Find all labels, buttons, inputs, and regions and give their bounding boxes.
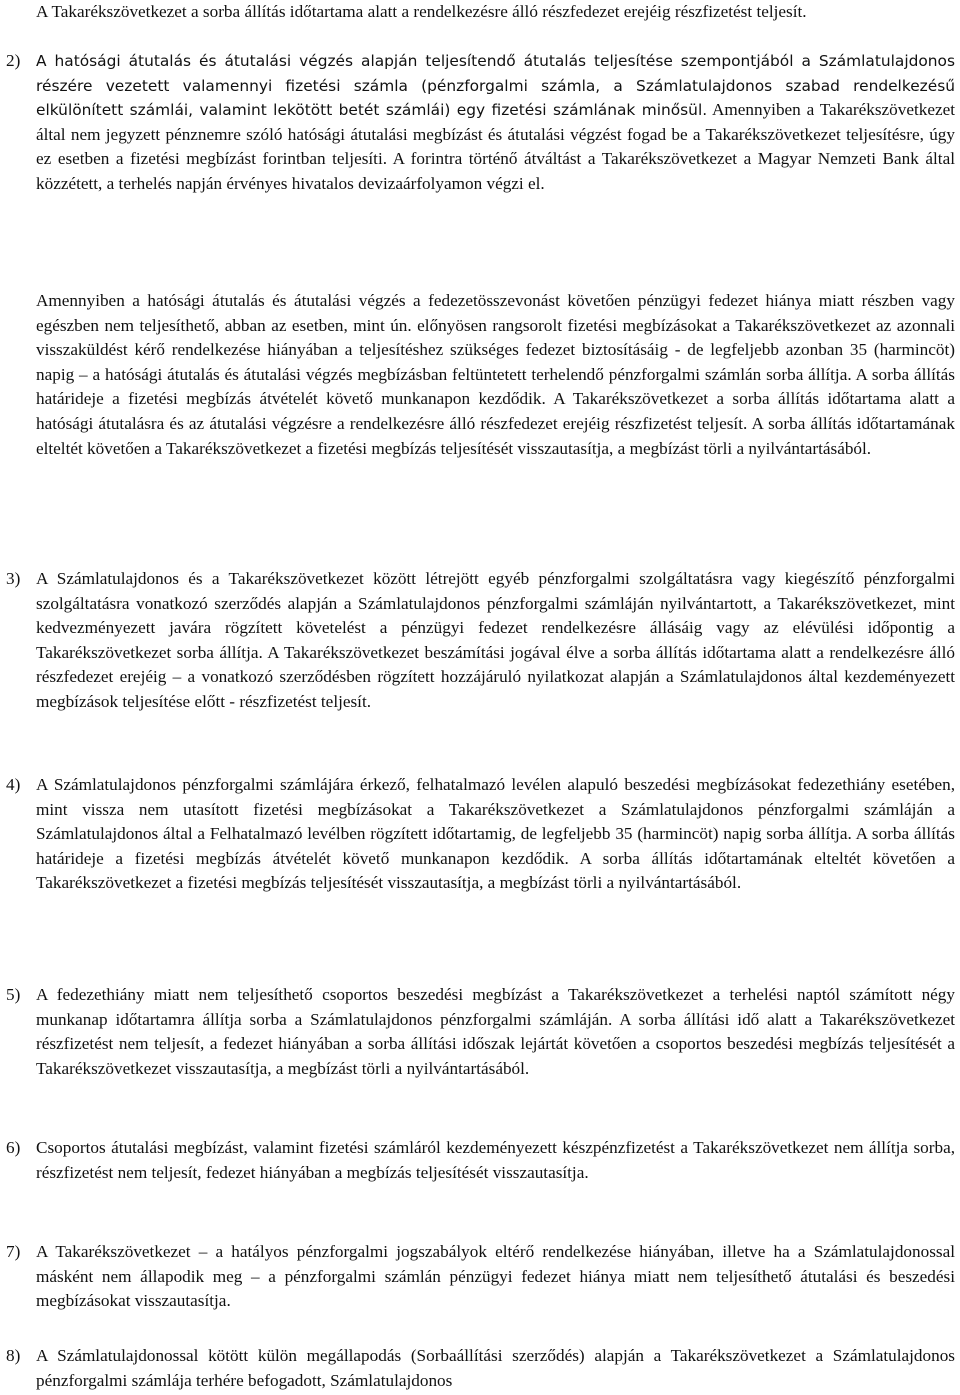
item-number: 2) — [6, 51, 21, 70]
item-text-serif: Amennyiben a Takarékszövetkezet által nem jegyzett pénznemre szóló hatósági átutalási megbízást és átutalási végzést fogad be a Takarékszövetkezet teljesítésre, úgy ez esetben a fizetési megbízást forintban teljesíti. A forintra történő átváltást a Takarékszövetkezet a Magyar Nemzeti Bank által közzétett, a terhelés napján érvényes hivatalos devizaárfolyamon végzi el. — [36, 100, 955, 193]
item-text: A Számlatulajdonos pénzforgalmi számlájára érkező, felhatalmazó levélen alapuló beszedési megbízásokat fedezethiány esetében, mint vissza nem utasított fizetési megbízásokat a Takarékszövetkezet a Számlatulajdonos pénzforgalmi számláján a Számlatulajdonos által a Felhatalmazó levélben rögzített időtartamig, de legfeljebb 35 (harmincöt) napig sorba állítja. A sorba állítás határideje a fizetési megbízás átvételét követő munkanapon kezdődik. A sorba állítás időtartamának elteltét követően a Takarékszövetkezet a fizetési megbízás teljesítését visszautasítja, a megbízást törli a nyilvántartásából. — [36, 775, 955, 893]
item-text: Csoportos átutalási megbízást, valamint fizetési számláról kezdeményezett készpénzfizetést a Takarékszövetkezet nem állítja sorba, részfizetést nem teljesít, fedezet hiányában a megbízás teljesítését visszautasítja. — [36, 1138, 955, 1182]
list-item-6 — [6, 1136, 955, 1185]
item-number: 5) — [6, 985, 21, 1004]
item-text — [36, 49, 955, 197]
item-text-sans: A hatósági átutalás és átutalási végzés alapján teljesítendő átutalás teljesítése szempontjából a Számlatulajdonos részére vezetett valamennyi fizetési számla (pénzforgalmi számla, a Számlatulajdonos szabad rendelkezésű elkülönített számlái, valamint lekötött betét számlái) egy fizetési számlának minősül. — [36, 52, 955, 120]
item-number: 3) — [6, 569, 21, 588]
item-number: 7) — [6, 1242, 21, 1261]
list-item-3 — [6, 567, 955, 715]
item-text: A Számlatulajdonos és a Takarékszövetkezet között létrejött egyéb pénzforgalmi szolgáltatásra vagy kiegészítő pénzforgalmi szolgáltatásra vonatkozó szerződés alapján a Számlatulajdonos pénzforgalmi számláján nyilvántartott, a Takarékszövetkezet, mint kedvezményezett javára rögzített követelést a pénzügyi fedezet rendelkezésre állásáig vagy az elévülési időpontig a Takarékszövetkezet sorba állítja. A Takarékszövetkezet beszámítási jogával élve a sorba állítás időtartama alatt a rendelkezésre álló részfedezet erejéig – a vonatkozó szerződésben rögzített hozzájáruló nyilatkozat alapján a Számlatulajdonos által kezdeményezett megbízások teljesítése előtt - részfizetést teljesít. — [36, 569, 955, 711]
list-item-4 — [6, 773, 955, 896]
list-item-2 — [6, 49, 955, 197]
list-item-7 — [6, 1240, 955, 1314]
item-number: 6) — [6, 1138, 21, 1157]
list-item-5 — [6, 983, 955, 1081]
intro-paragraph: A Takarékszövetkezet a sorba állítás időtartama alatt a rendelkezésre álló részfedezet erejéig részfizetést teljesít. — [36, 2, 807, 21]
item-number: 8) — [6, 1346, 21, 1365]
list-item-8 — [6, 1344, 955, 1393]
item-text: A Takarékszövetkezet – a hatályos pénzforgalmi jogszabályok eltérő rendelkezése hiányában, illetve ha a Számlatulajdonossal másként nem állapodik meg – a pénzforgalmi számlán pénzügyi fedezet hiánya miatt nem teljesíthető átutalási és beszedési megbízásokat visszautasítja. — [36, 1242, 955, 1311]
item-text: A Számlatulajdonossal kötött külön megállapodás (Sorbaállítási szerződés) alapján a Takarékszövetkezet a Számlatulajdonos pénzforgalmi számlája terhére befogadott, Számlatulajdonos — [36, 1346, 955, 1390]
item-text: A fedezethiány miatt nem teljesíthető csoportos beszedési megbízást a Takarékszövetkezet a terhelési naptól számított négy munkanap időtartamra állítja sorba a Számlatulajdonos pénzforgalmi számláján. A sorba állítási idő alatt a Takarékszövetkezet részfizetést nem teljesít, a fedezet hiányában a sorba állítási időszak lejártát követően a csoportos beszedési megbízás teljesítését a Takarékszövetkezet visszautasítja, a megbízást törli a nyilvántartásából. — [36, 985, 955, 1078]
item-text: Amennyiben a hatósági átutalás és átutalási végzés a fedezetösszevonást követően pénzügyi fedezet hiánya miatt részben vagy egészben nem teljesíthető, abban az esetben, mint ún. előnyösen rangsorolt fizetési megbízásokat a Takarékszövetkezet az azonnali visszaküldést kérő rendelkezése hiányában a teljesítéshez szükséges fedezet biztosításáig - de legfeljebb azonban 35 (harmincöt) napig – a hatósági átutalás és átutalási végzés megbízásban feltüntetett terhelendő pénzforgalmi számlán sorba állítja. A sorba állítás határideje a fizetési megbízás átvételét követő munkanapon kezdődik. A Takarékszövetkezet a sorba állítás időtartama alatt a hatósági átutalásra és az átutalási végzésre a rendelkezésre álló részfedezet erejéig részfizetést teljesít. A sorba állítás időtartamának elteltét követően a Takarékszövetkezet a fizetési megbízás teljesítését visszautasítja, a megbízást törli a nyilvántartásából. — [36, 291, 955, 458]
list-item-2-paragraph-2 — [6, 289, 955, 461]
item-number: 4) — [6, 775, 21, 794]
